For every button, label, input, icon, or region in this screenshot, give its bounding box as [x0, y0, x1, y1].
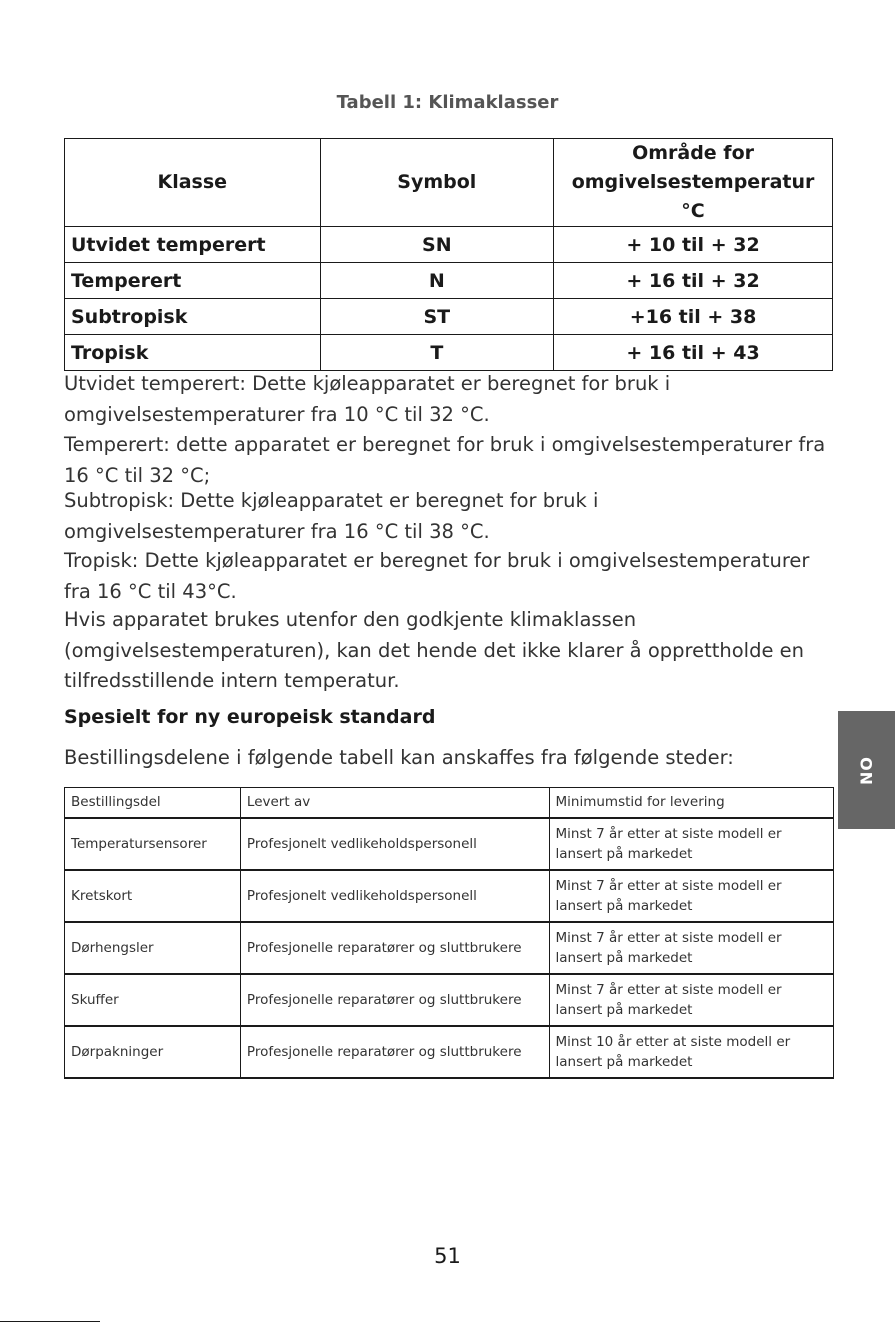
column-header: Minimumstid for levering	[549, 788, 834, 818]
table-cell: + 10 til + 32	[554, 227, 833, 263]
section-title: Spesielt for ny europeisk standard	[64, 706, 436, 728]
table-cell: SN	[320, 227, 554, 263]
table-cell: Minst 7 år etter at siste modell er lansert på markedet	[549, 818, 834, 870]
table-row	[65, 299, 833, 335]
paragraph-subtropical: Subtropisk: Dette kjøleapparatet er beregnet for bruk i omgivelsestemperaturer fra 16 °C til 38 °C.	[64, 489, 599, 543]
climate-class-table	[64, 138, 833, 371]
paragraph-warning: Hvis apparatet brukes utenfor den godkjente klimaklassen (omgivelsestemperaturen), kan det hende det ikke klarer å opprettholde en tilfredsstillende intern temperatur.	[64, 608, 805, 692]
table-cell: Subtropisk	[65, 299, 321, 335]
language-tab-label: NO	[857, 755, 876, 785]
table-row	[65, 335, 833, 371]
table-row	[65, 974, 834, 1026]
table-cell: N	[320, 263, 554, 299]
page-number: 51	[434, 1244, 461, 1268]
table-header-row	[65, 139, 833, 227]
language-tab	[838, 711, 895, 829]
column-header: Bestillingsdel	[65, 788, 241, 818]
paragraph-extended-temperate: Utvidet temperert: Dette kjøleapparatet er beregnet for bruk i omgivelsestemperaturer fra 10 °C til 32 °C.	[64, 372, 671, 426]
column-header: Område for omgivelsestemperatur °C	[554, 139, 833, 227]
table-cell: Tropisk	[65, 335, 321, 371]
paragraph-temperate: Temperert: dette apparatet er beregnet for bruk i omgivelsestemperaturer fra 16 °C til 32 °C;	[64, 433, 826, 487]
table-cell: ST	[320, 299, 554, 335]
table-cell: Temperatursensorer	[65, 818, 241, 870]
paragraph-tropical: Tropisk: Dette kjøleapparatet er beregnet for bruk i omgivelsestemperaturer fra 16 °C til 43°C.	[64, 549, 810, 603]
table-cell: Profesjonelle reparatører og sluttbrukere	[240, 974, 549, 1026]
table-cell: Profesjonelt vedlikeholdspersonell	[240, 870, 549, 922]
column-header: Levert av	[240, 788, 549, 818]
table-cell: Minst 7 år etter at siste modell er lansert på markedet	[549, 974, 834, 1026]
table-row	[65, 818, 834, 870]
table-cell: +16 til + 38	[554, 299, 833, 335]
table-row	[65, 922, 834, 974]
table-cell: + 16 til + 32	[554, 263, 833, 299]
spare-parts-table	[64, 787, 834, 1079]
column-header: Symbol	[320, 139, 554, 227]
table-cell: Dørhengsler	[65, 922, 241, 974]
table-cell: T	[320, 335, 554, 371]
table-cell: Profesjonelt vedlikeholdspersonell	[240, 818, 549, 870]
table-cell: Profesjonelle reparatører og sluttbrukere	[240, 922, 549, 974]
table-caption: Tabell 1: Klimaklasser	[336, 92, 559, 113]
table-cell: Utvidet temperert	[65, 227, 321, 263]
table-row	[65, 870, 834, 922]
table-cell: + 16 til + 43	[554, 335, 833, 371]
table-row	[65, 1026, 834, 1078]
footer-rule	[0, 1321, 100, 1322]
table-cell: Kretskort	[65, 870, 241, 922]
table-cell: Dørpakninger	[65, 1026, 241, 1078]
table-cell: Skuffer	[65, 974, 241, 1026]
table-cell: Minst 7 år etter at siste modell er lansert på markedet	[549, 922, 834, 974]
column-header: Klasse	[65, 139, 321, 227]
table-row	[65, 263, 833, 299]
section-intro: Bestillingsdelene i følgende tabell kan anskaffes fra følgende steder:	[64, 746, 734, 769]
table-cell: Minst 7 år etter at siste modell er lansert på markedet	[549, 870, 834, 922]
table-cell: Minst 10 år etter at siste modell er lansert på markedet	[549, 1026, 834, 1078]
table-cell: Profesjonelle reparatører og sluttbrukere	[240, 1026, 549, 1078]
table-cell: Temperert	[65, 263, 321, 299]
table-row	[65, 227, 833, 263]
table-header-row	[65, 788, 834, 818]
